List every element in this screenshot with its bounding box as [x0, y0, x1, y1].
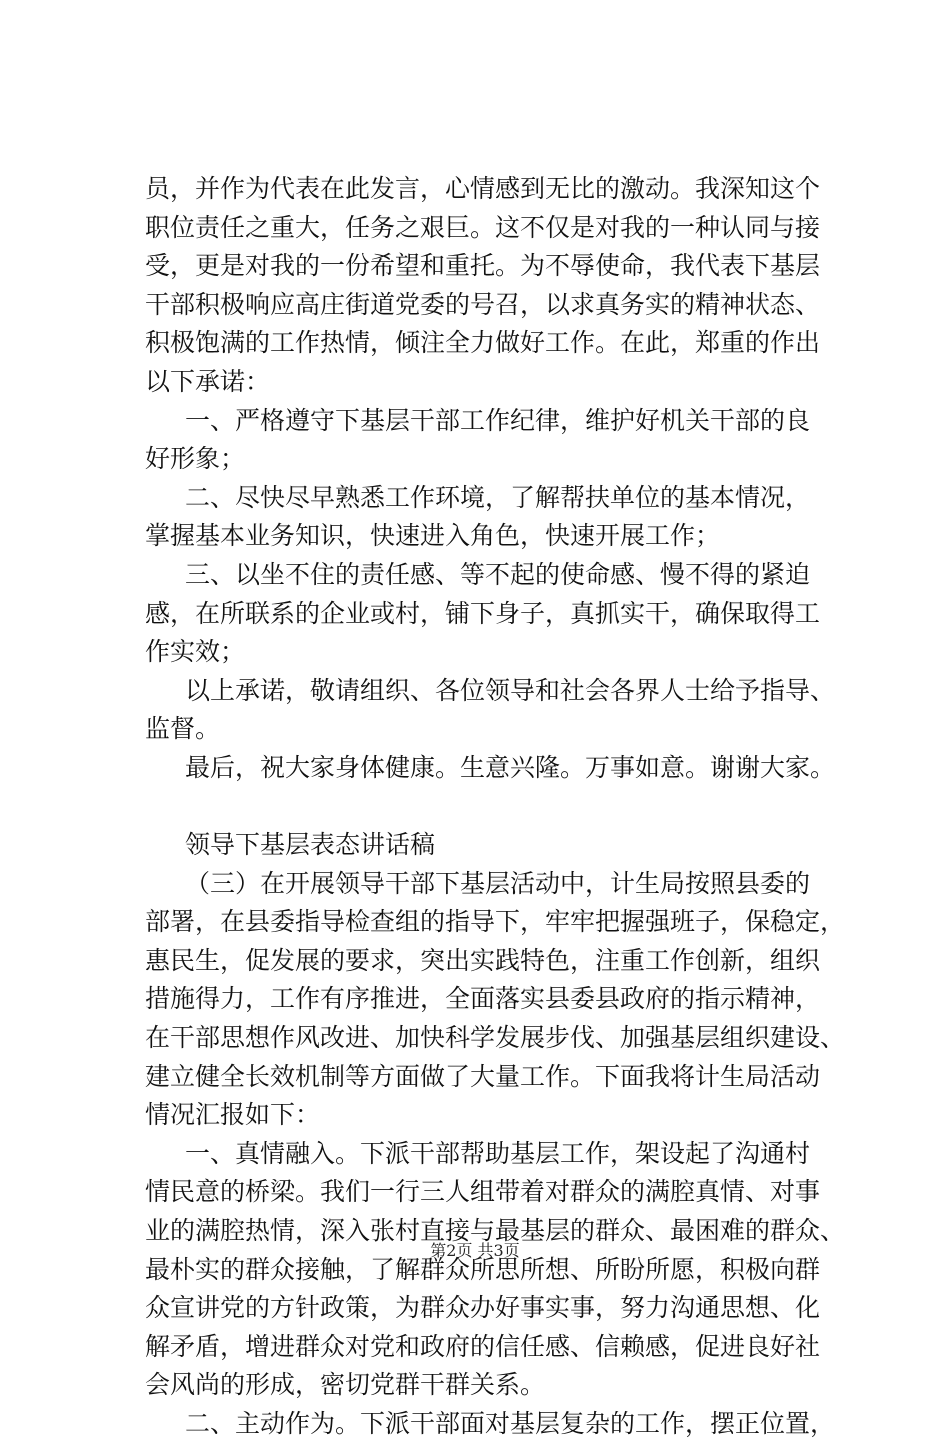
text-line: 在干部思想作风改进、加快科学发展步伐、加强基层组织建设、 [145, 1023, 846, 1053]
text-line: 三、以坐不住的责任感、等不起的使命感、慢不得的紧迫 [185, 559, 811, 589]
text-line: 措施得力，工作有序推进，全面落实县委县政府的指示精神， [145, 984, 821, 1014]
text-line: 领导下基层表态讲话稿 [185, 830, 436, 860]
text-line: 情况汇报如下： [145, 1100, 321, 1130]
text-line: （三）在开展领导干部下基层活动中，计生局按照县委的 [185, 868, 811, 898]
text-line: 二、尽快尽早熟悉工作环境，了解帮扶单位的基本情况， [185, 482, 811, 512]
blank-line [145, 788, 865, 827]
page-footer: 第2页 共3页 [430, 1241, 520, 1260]
text-line: 干部积极响应高庄街道党委的号召，以求真务实的精神状态、 [145, 289, 821, 319]
text-line: 会风尚的形成，密切党群干群关系。 [145, 1370, 546, 1400]
text-line: 一、真情融入。下派干部帮助基层工作，架设起了沟通村 [185, 1138, 811, 1168]
text-line: 情民意的桥梁。我们一行三人组带着对群众的满腔真情、对事 [145, 1177, 821, 1207]
text-line: 建立健全长效机制等方面做了大量工作。下面我将计生局活动 [145, 1061, 821, 1091]
text-line: 员，并作为代表在此发言，心情感到无比的激动。我深知这个 [145, 174, 821, 203]
text-line: 感，在所联系的企业或村，铺下身子，真抓实干，确保取得工 [145, 598, 821, 628]
text-line: 一、严格遵守下基层干部工作纪律，维护好机关干部的良 [185, 405, 811, 435]
text-line: 掌握基本业务知识，快速进入角色，快速开展工作； [145, 521, 721, 551]
text-line: 作实效； [145, 637, 246, 667]
text-line: 解矛盾，增进群众对党和政府的信任感、信赖感，促进良好社 [145, 1331, 821, 1361]
text-line: 众宣讲党的方针政策，为群众办好事实事，努力沟通思想、化 [145, 1293, 821, 1323]
text-line: 最后，祝大家身体健康。生意兴隆。万事如意。谢谢大家。 [185, 752, 836, 782]
text-line: 二、主动作为。下派干部面对基层复杂的工作，摆正位置， [185, 1409, 836, 1438]
text-line: 监督。 [145, 714, 221, 744]
text-line: 惠民生，促发展的要求，突出实践特色，注重工作创新，组织 [145, 945, 821, 975]
text-line: 积极饱满的工作热情，倾注全力做好工作。在此，郑重的作出 [145, 328, 821, 358]
text-line: 最朴实的群众接触，了解群众所思所想、所盼所愿，积极向群 [145, 1254, 821, 1284]
text-line: 受，更是对我的一份希望和重托。为不辱使命，我代表下基层 [145, 251, 821, 281]
text-line: 部署，在县委指导检查组的指导下，牢牢把握强班子，保稳定， [145, 907, 846, 937]
text-line: 以上承诺，敬请组织、各位领导和社会各界人士给予指导、 [185, 675, 836, 705]
text-line: 职位责任之重大，任务之艰巨。这不仅是对我的一种认同与接 [145, 212, 821, 242]
text-line: 好形象； [145, 444, 246, 474]
text-line: 以下承诺： [145, 366, 271, 396]
text-line: 业的满腔热情，深入张村直接与最基层的群众、最困难的群众、 [145, 1216, 846, 1246]
